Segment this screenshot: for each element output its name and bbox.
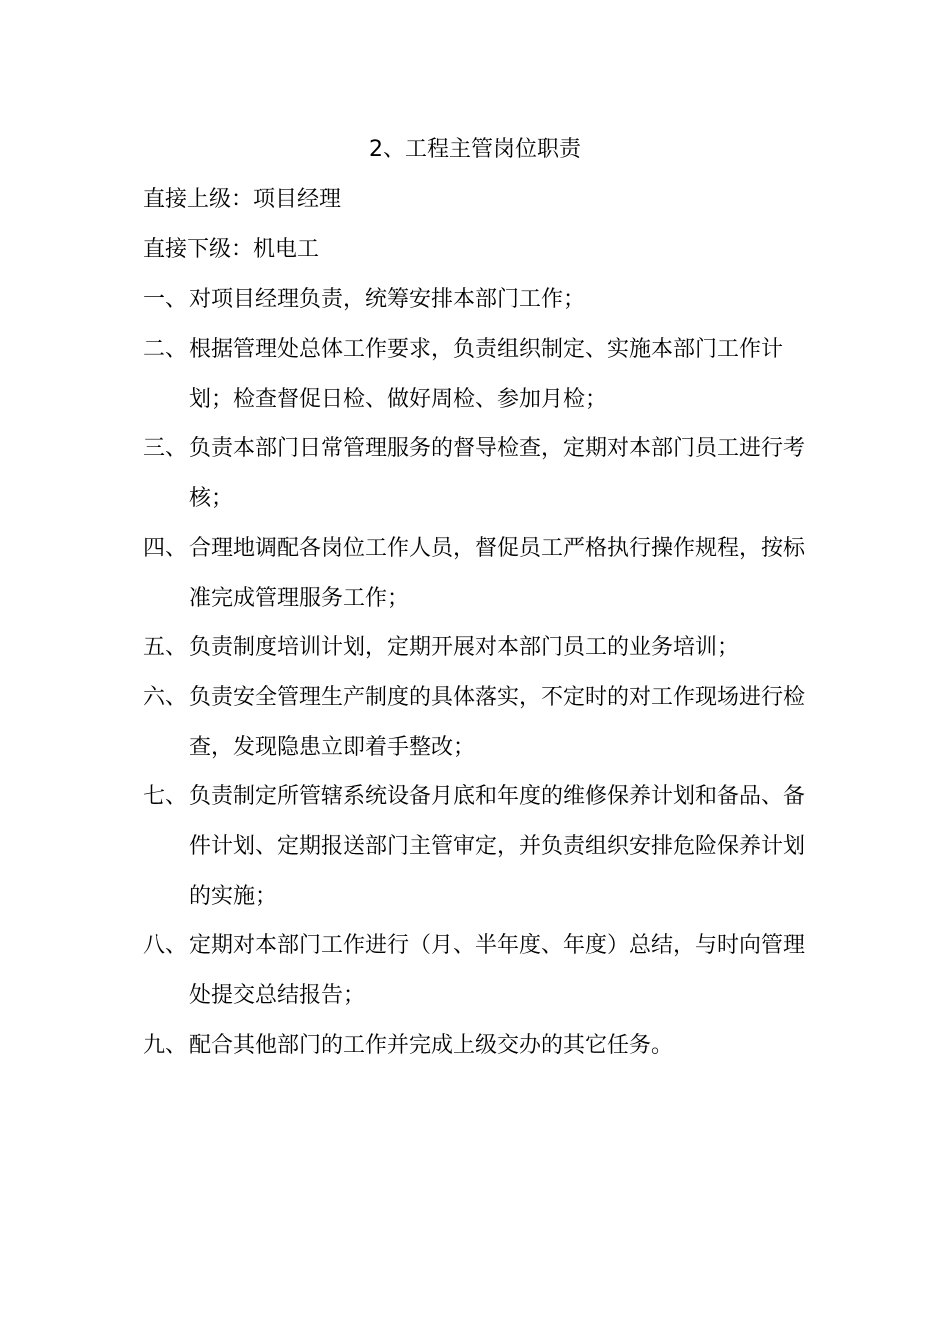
duty-text: 负责制定所管辖系统设备月底和年度的维修保养计划和备品、备件计划、定期报送部门主管审定，并负责组织安排危险保养计划的实施；: [189, 784, 806, 909]
duty-number: 八、: [143, 933, 188, 958]
duty-item-2: [143, 325, 808, 425]
duty-number: 一、: [143, 287, 188, 312]
duty-text: 对项目经理负责，统筹安排本部门工作；: [189, 287, 586, 312]
duty-text: 根据管理处总体工作要求，负责组织制定、实施本部门工作计划；检查督促日检、做好周检、参加月检；: [189, 337, 784, 412]
duty-number: 九、: [143, 1033, 188, 1058]
duty-text: 配合其他部门的工作并完成上级交办的其它任务。: [189, 1033, 674, 1058]
direct-subordinate: 直接下级：机电工: [143, 237, 320, 262]
duty-item-3: [143, 424, 808, 524]
duty-number: 三、: [143, 436, 188, 461]
direct-superior: 直接上级：项目经理: [143, 187, 342, 212]
duty-number: 四、: [143, 536, 188, 561]
duty-item-1: [143, 275, 808, 325]
duty-item-5: [143, 623, 808, 673]
duty-item-9: [143, 1021, 808, 1071]
duty-text: 负责制度培训计划，定期开展对本部门员工的业务培训；: [189, 635, 740, 660]
duty-number: 六、: [143, 685, 188, 710]
duty-number: 七、: [143, 784, 188, 809]
duty-number: 五、: [143, 635, 188, 660]
duty-text: 定期对本部门工作进行（月、半年度、年度）总结，与时向管理处提交总结报告；: [189, 933, 806, 1008]
duty-number: 二、: [143, 337, 188, 362]
duty-text: 负责安全管理生产制度的具体落实，不定时的对工作现场进行检查，发现隐患立即着手整改；: [189, 685, 806, 760]
duty-text: 负责本部门日常管理服务的督导检查，定期对本部门员工进行考核；: [189, 436, 806, 511]
duty-item-8: [143, 921, 808, 1021]
duty-item-7: [143, 772, 808, 922]
document-title: 2、工程主管岗位职责: [369, 137, 581, 162]
duty-item-4: [143, 524, 808, 624]
duty-item-6: [143, 673, 808, 773]
duty-text: 合理地调配各岗位工作人员，督促员工严格执行操作规程，按标准完成管理服务工作；: [189, 536, 806, 611]
